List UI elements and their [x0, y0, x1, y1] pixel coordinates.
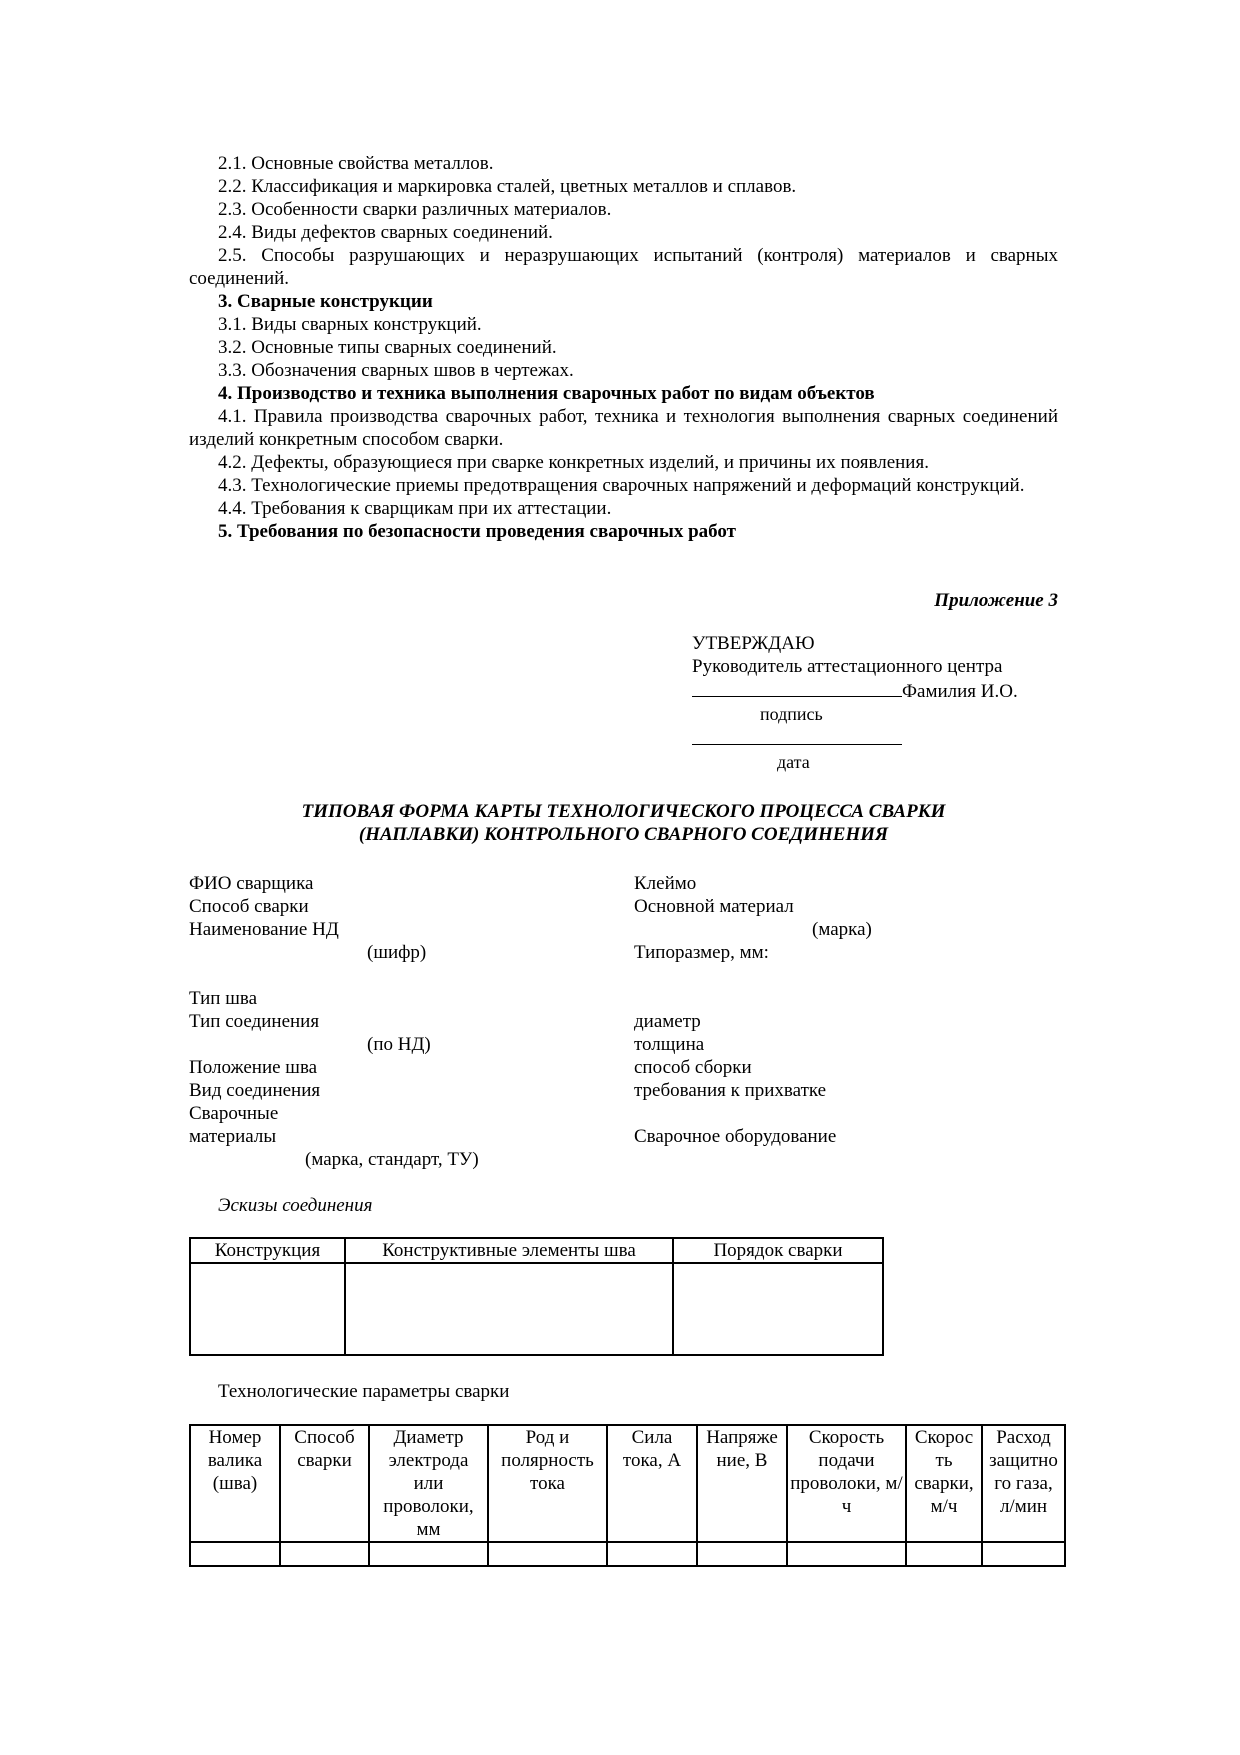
form-label: Вид соединения — [189, 1080, 321, 1101]
table-row — [190, 1542, 1065, 1566]
list-item: 2.4. Виды дефектов сварных соединений. — [218, 222, 553, 243]
list-item: 4.3. Технологические приемы предотвращения сварочных напряжений и деформаций конструкций. — [218, 475, 1025, 496]
table-row — [190, 1263, 883, 1355]
date-hint: дата — [777, 752, 810, 772]
table-header-cell: Скорость подачи проволоки, м/ч — [787, 1425, 906, 1542]
table-cell[interactable] — [190, 1542, 280, 1566]
table-cell[interactable] — [982, 1542, 1065, 1566]
list-item: 4.1. Правила производства сварочных работ, техника и технология выполнения сварных соединений изделий конкретным способом сварки. — [189, 406, 1058, 450]
list-item: 2.3. Особенности сварки различных материалов. — [218, 199, 612, 220]
table-header-cell: Сила тока, А — [607, 1425, 697, 1542]
list-item: 2.1. Основные свойства металлов. — [218, 153, 494, 174]
signature-underline — [692, 678, 902, 697]
form-label: Сварочное оборудование — [634, 1126, 837, 1147]
table-header-row — [190, 1425, 1065, 1542]
section-heading: 5. Требования по безопасности проведения сварочных работ — [218, 521, 736, 542]
table-header-cell: Способ сварки — [280, 1425, 369, 1542]
form-label: Клеймо — [634, 873, 697, 894]
form-left-column — [189, 872, 634, 1171]
exam-topics-list — [189, 152, 1058, 543]
params-label: Технологические параметры сварки — [218, 1381, 510, 1402]
table-cell[interactable] — [369, 1542, 488, 1566]
date-underline — [692, 726, 902, 745]
form-label: толщина — [634, 1034, 705, 1055]
form-label: Основной материал — [634, 896, 794, 917]
form-spacer — [634, 964, 1058, 987]
params-table — [189, 1424, 1066, 1567]
list-item: 3.2. Основные типы сварных соединений. — [218, 337, 557, 358]
table-header-cell: Номер валика (шва) — [190, 1425, 280, 1542]
form-label: Типоразмер, мм: — [634, 942, 769, 963]
approve-name: Фамилия И.О. — [902, 681, 1018, 702]
section-heading: 4. Производство и техника выполнения сварочных работ по видам объектов — [218, 383, 875, 404]
table-header-cell: Род и полярность тока — [488, 1425, 607, 1542]
appendix-label: Приложение 3 — [934, 590, 1058, 611]
form-hint: (шифр) — [367, 942, 427, 963]
table-header-cell: Расход защитно го газа, л/мин — [982, 1425, 1065, 1542]
form-right-column — [634, 872, 1058, 1171]
form-label: способ сборки — [634, 1057, 752, 1078]
sketch-table — [189, 1237, 884, 1356]
table-header-cell: Конструктивные элементы шва — [345, 1238, 673, 1263]
form-hint: (по НД) — [367, 1034, 431, 1055]
form-label: Тип шва — [189, 988, 258, 1009]
list-item: 3.1. Виды сварных конструкций. — [218, 314, 482, 335]
table-header-cell: Порядок сварки — [673, 1238, 883, 1263]
table-cell[interactable] — [488, 1542, 607, 1566]
list-item: 2.2. Классификация и маркировка сталей, цветных металлов и сплавов. — [218, 176, 797, 197]
sketch-label: Эскизы соединения — [218, 1195, 373, 1216]
list-item: 3.3. Обозначения сварных швов в чертежах. — [218, 360, 574, 381]
form-spacer — [189, 964, 634, 987]
form-hint: (марка, стандарт, ТУ) — [305, 1149, 479, 1170]
table-cell[interactable] — [697, 1542, 787, 1566]
form-label: Наименование НД — [189, 919, 339, 940]
list-item: 4.2. Дефекты, образующиеся при сварке конкретных изделий, и причины их появления. — [218, 452, 929, 473]
form-label: диаметр — [634, 1011, 701, 1032]
form-label: Тип соединения — [189, 1011, 320, 1032]
approve-signature-line — [692, 678, 1058, 703]
table-cell[interactable] — [787, 1542, 906, 1566]
table-cell[interactable] — [906, 1542, 982, 1566]
form-title — [189, 800, 1058, 846]
table-cell[interactable] — [607, 1542, 697, 1566]
table-cell[interactable] — [673, 1263, 883, 1355]
table-header-row — [190, 1238, 883, 1263]
welder-form — [189, 872, 1058, 1171]
approve-date-line — [692, 726, 1058, 751]
table-cell[interactable] — [345, 1263, 673, 1355]
form-title-line-1: ТИПОВАЯ ФОРМА КАРТЫ ТЕХНОЛОГИЧЕСКОГО ПРОЦЕССА СВАРКИ — [301, 801, 946, 822]
approve-role: Руководитель аттестационного центра — [692, 656, 1003, 677]
approve-title: УТВЕРЖДАЮ — [692, 633, 815, 654]
table-header-cell: Скорос ть сварки, м/ч — [906, 1425, 982, 1542]
form-spacer — [634, 987, 1058, 1010]
form-label: требования к прихватке — [634, 1080, 827, 1101]
list-item: 2.5. Способы разрушающих и неразрушающих испытаний (контроля) материалов и сварных соединений. — [189, 245, 1058, 289]
form-label: ФИО сварщика — [189, 873, 314, 894]
form-label: материалы — [189, 1126, 277, 1147]
list-item: 4.4. Требования к сварщикам при их аттестации. — [218, 498, 612, 519]
document-page — [189, 152, 1058, 1567]
section-heading: 3. Сварные конструкции — [218, 291, 433, 312]
approval-block — [692, 632, 1058, 774]
table-cell[interactable] — [280, 1542, 369, 1566]
form-spacer — [634, 1148, 1058, 1171]
form-label: Способ сварки — [189, 896, 309, 917]
form-spacer — [634, 1102, 1058, 1125]
form-label: Положение шва — [189, 1057, 318, 1078]
form-label: Сварочные — [189, 1103, 279, 1124]
signature-hint: подпись — [760, 704, 823, 724]
table-header-cell: Напряже ние, В — [697, 1425, 787, 1542]
table-cell[interactable] — [190, 1263, 345, 1355]
table-header-cell: Диаметр электрода или проволоки, мм — [369, 1425, 488, 1542]
form-hint: (марка) — [812, 919, 872, 940]
form-title-line-2: (НАПЛАВКИ) КОНТРОЛЬНОГО СВАРНОГО СОЕДИНЕНИЯ — [358, 824, 889, 845]
table-header-cell: Конструкция — [190, 1238, 345, 1263]
